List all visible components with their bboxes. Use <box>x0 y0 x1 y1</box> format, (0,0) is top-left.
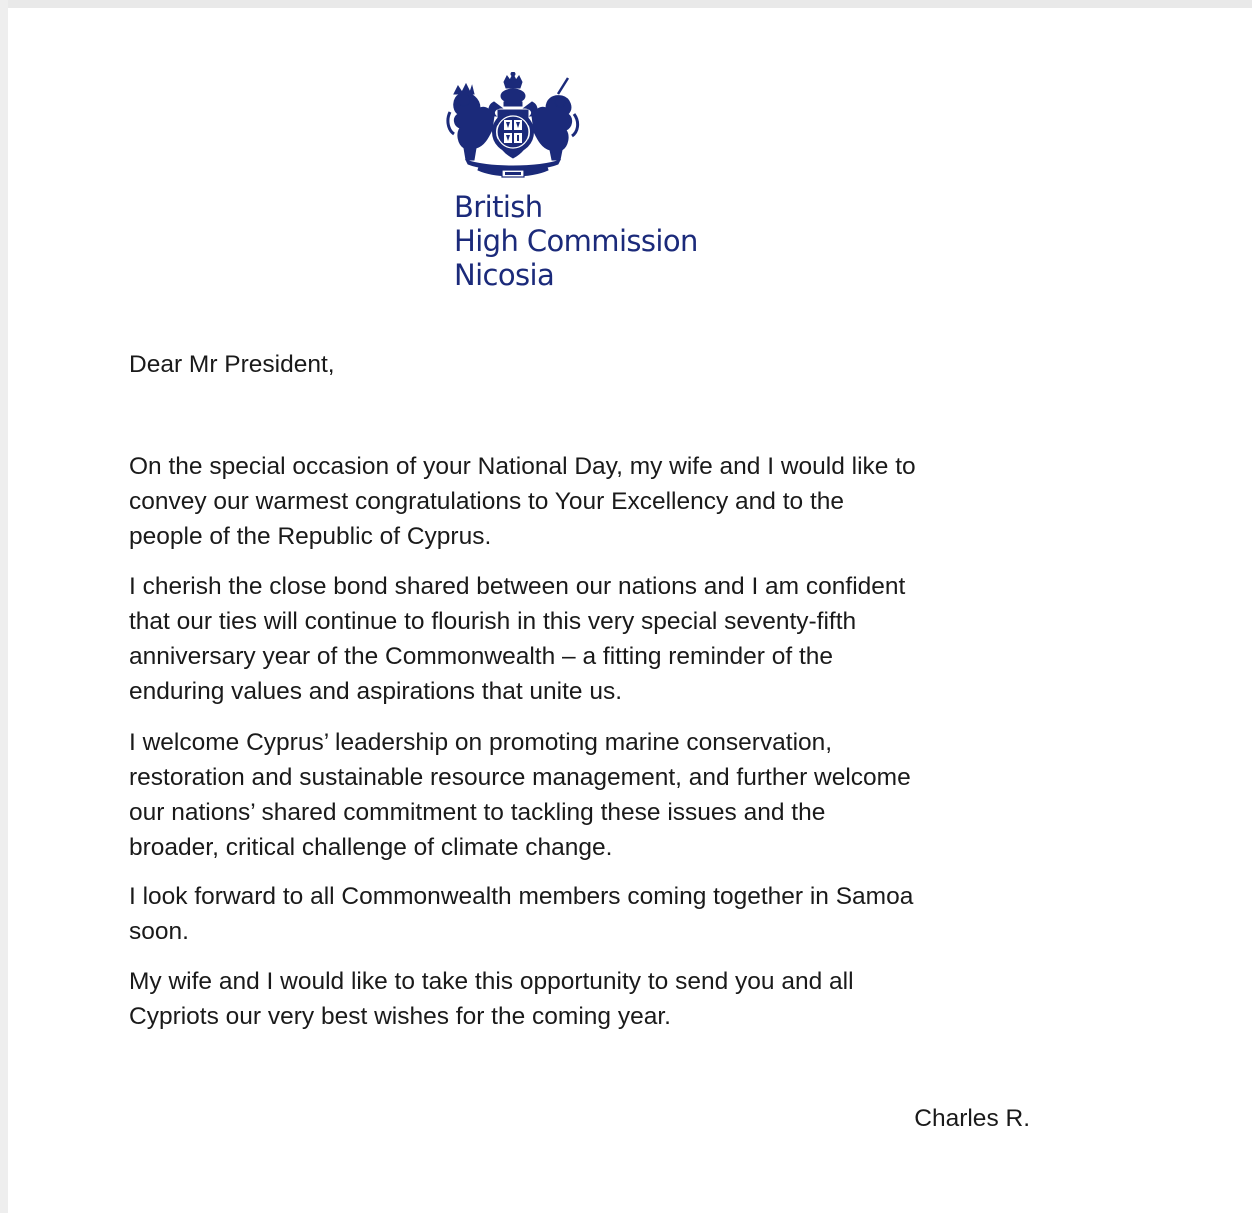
paragraph-line: I look forward to all Commonwealth members coming together in Samoa <box>129 883 914 910</box>
paragraph-line: convey our warmest congratulations to Your Excellency and to the <box>129 488 844 515</box>
organization-name-line-3: Nicosia <box>454 258 555 292</box>
paragraph-1 <box>129 449 916 554</box>
paragraph-line: restoration and sustainable resource management, and further welcome <box>129 764 911 791</box>
paragraph-2 <box>129 569 905 709</box>
paragraph-line: soon. <box>129 918 189 945</box>
paragraph-line: I welcome Cyprus’ leadership on promoting marine conservation, <box>129 729 833 756</box>
paragraph-line: our nations’ shared commitment to tackling these issues and the <box>129 799 826 826</box>
paragraph-line: that our ties will continue to flourish in this very special seventy-fifth <box>129 608 857 635</box>
organization-name-line-1: British <box>454 190 543 224</box>
paragraph-line: Cypriots our very best wishes for the coming year. <box>129 1003 671 1030</box>
paragraph-line: anniversary year of the Commonwealth – a fitting reminder of the <box>129 643 834 670</box>
royal-coat-of-arms-icon <box>446 72 580 180</box>
paragraph-4 <box>129 879 913 949</box>
organization-name <box>454 190 698 292</box>
image-frame-top <box>0 0 1252 8</box>
paragraph-line: On the special occasion of your National Day, my wife and I would like to <box>129 453 916 480</box>
paragraph-3 <box>129 725 911 865</box>
image-frame-left <box>0 0 8 1213</box>
paragraph-line: My wife and I would like to take this opportunity to send you and all <box>129 968 854 995</box>
signature: Charles R. <box>914 1105 1030 1132</box>
salutation: Dear Mr President, <box>129 351 335 378</box>
organization-name-line-2: High Commission <box>454 224 698 258</box>
paragraph-line: people of the Republic of Cyprus. <box>129 523 492 550</box>
paragraph-line: I cherish the close bond shared between our nations and I am confident <box>129 573 906 600</box>
paragraph-line: enduring values and aspirations that unite us. <box>129 678 623 705</box>
paragraph-5 <box>129 964 854 1034</box>
paragraph-line: broader, critical challenge of climate change. <box>129 834 613 861</box>
